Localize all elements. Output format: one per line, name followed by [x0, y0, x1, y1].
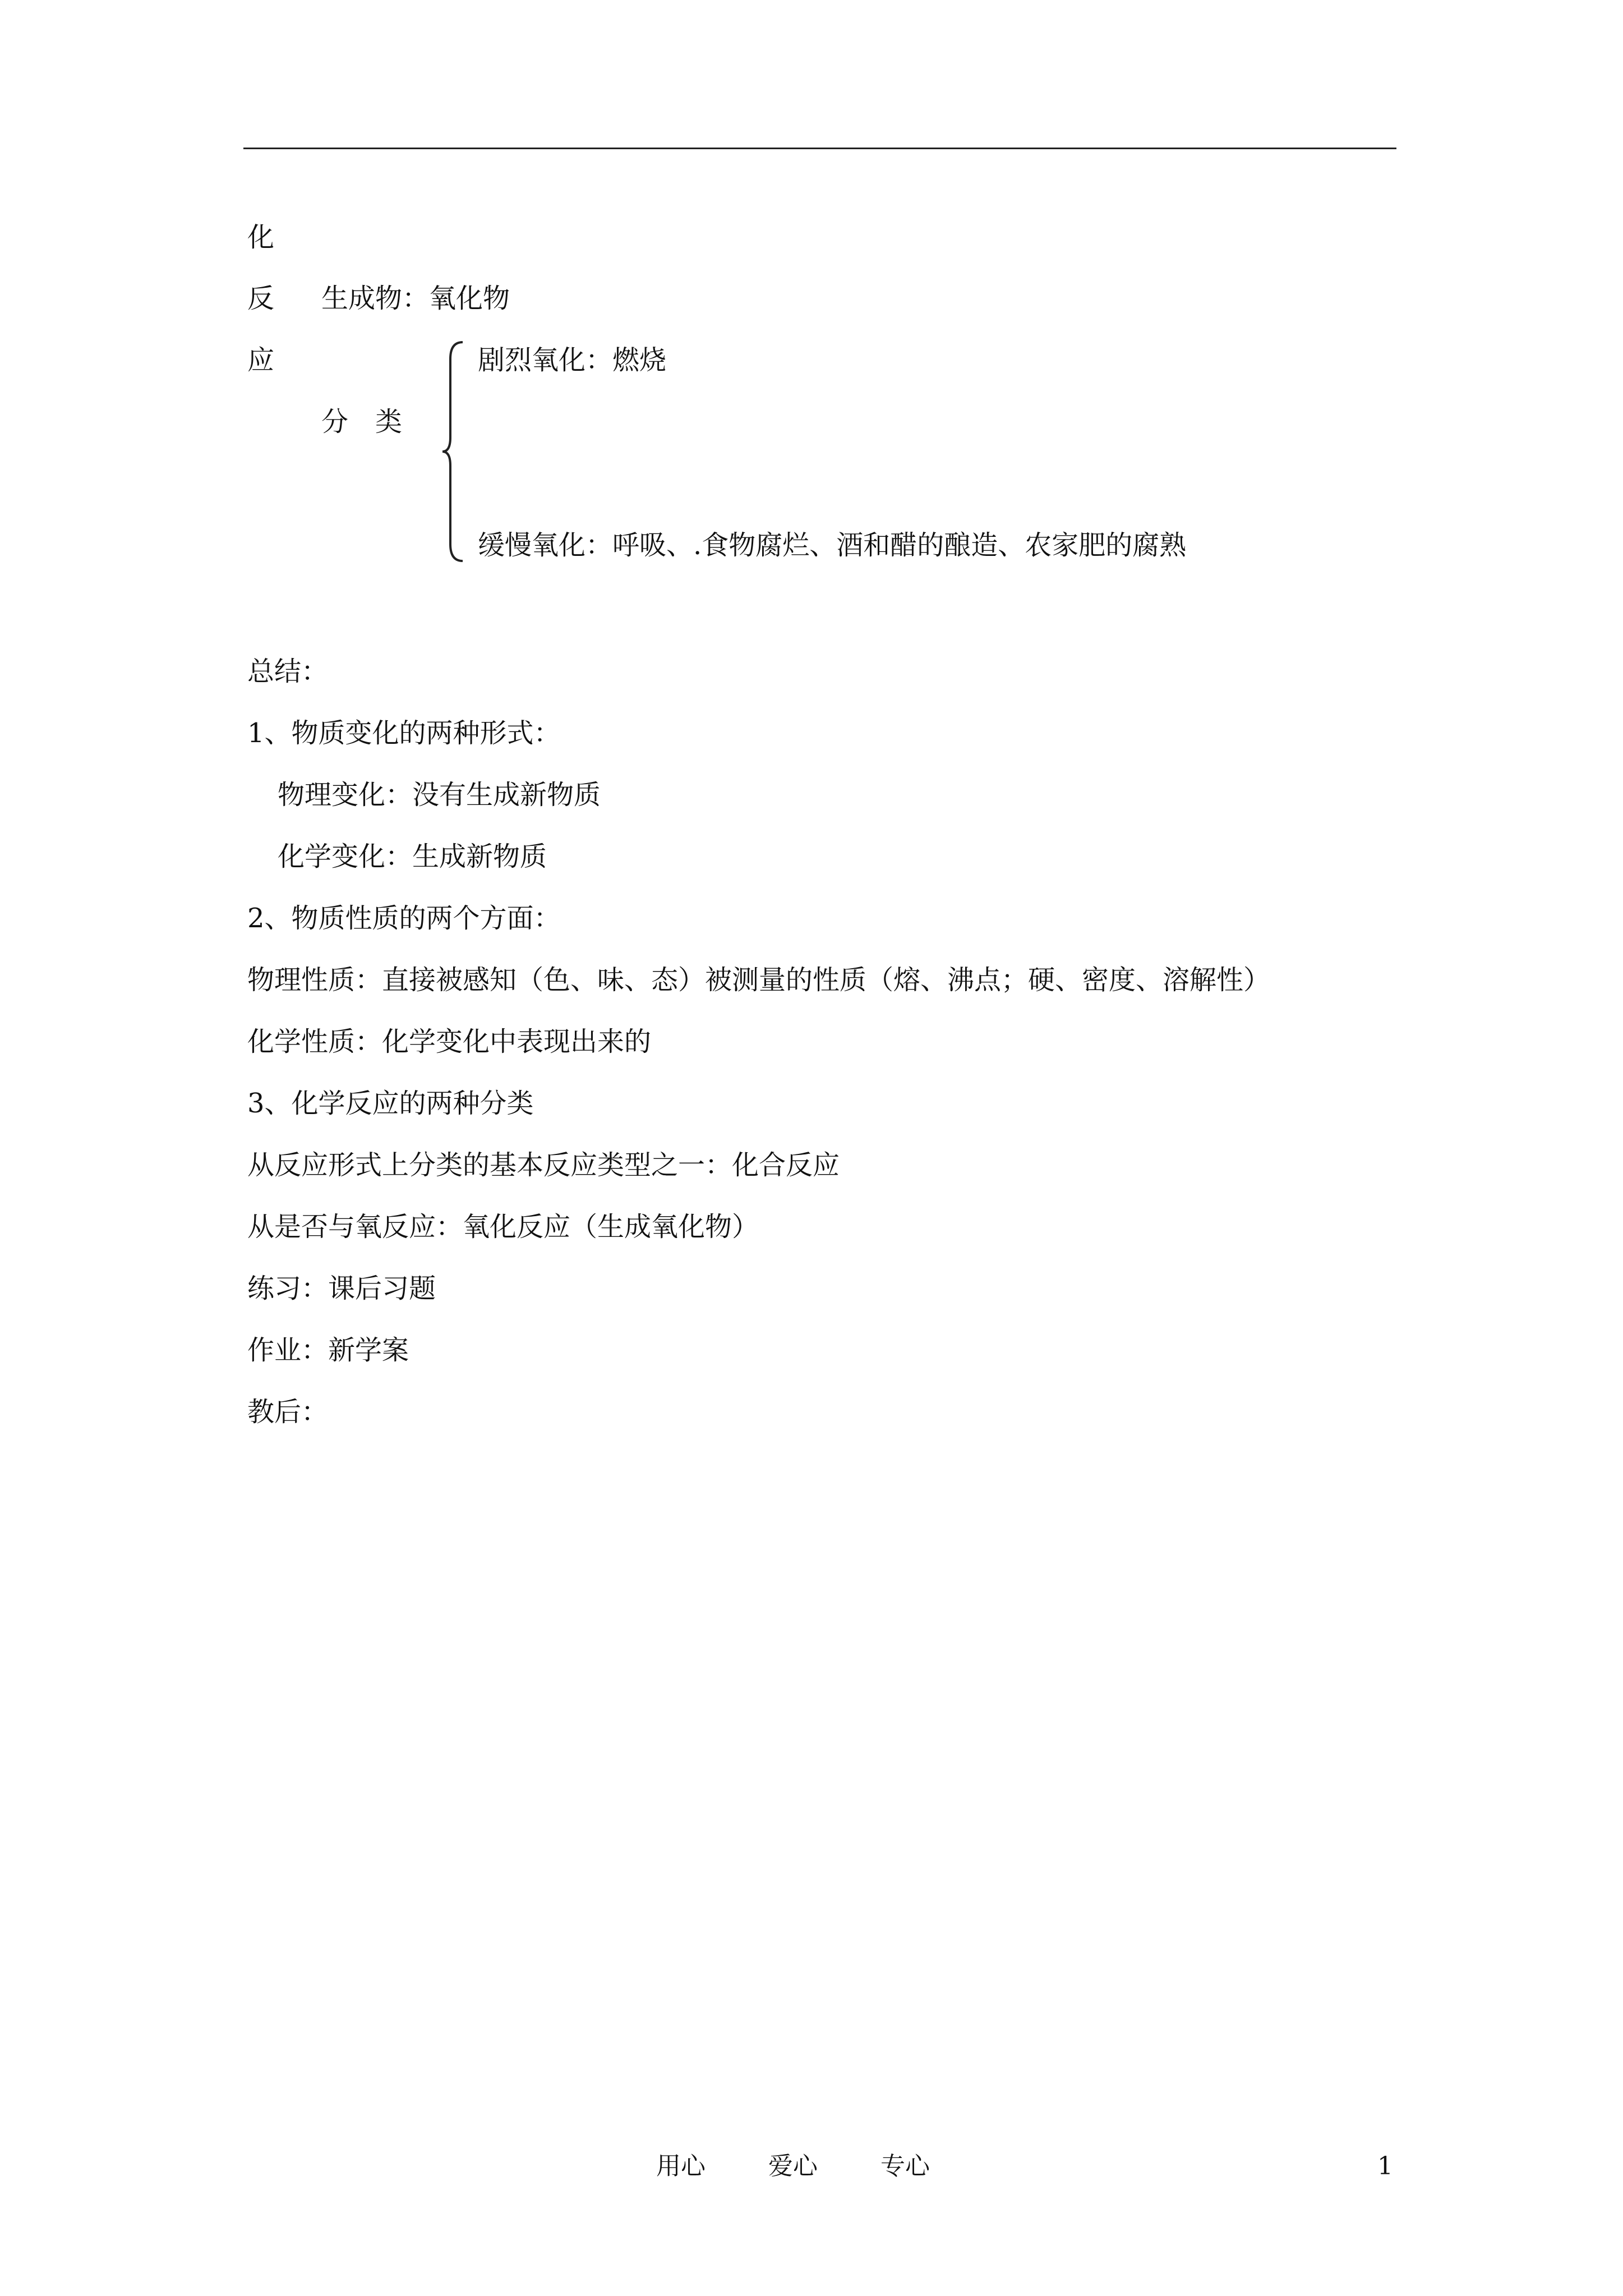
side-char-3: 应: [247, 344, 275, 376]
summary-line: 3、化学反应的两种分类: [247, 1088, 534, 1119]
vigorous-oxidation: 剧烈氧化：燃烧: [478, 344, 667, 376]
summary-line: 教后：: [247, 1396, 329, 1428]
page-number: 1: [1377, 2152, 1393, 2180]
summary-line: 从是否与氧反应：氧化反应（生成氧化物）: [247, 1211, 759, 1243]
summary-line: 从反应形式上分类的基本反应类型之一：化合反应: [247, 1149, 840, 1181]
summary-line: 作业：新学案: [247, 1335, 409, 1366]
summary-line: 1、物质变化的两种形式：: [247, 717, 561, 749]
header-rule: [243, 148, 1396, 149]
curly-brace: [440, 337, 468, 567]
slow-oxidation: 缓慢氧化：呼吸、.食物腐烂、酒和醋的酿造、农家肥的腐熟: [478, 530, 1187, 561]
summary-line: 2、物质性质的两个方面：: [247, 903, 561, 934]
summary-line: 化学性质：化学变化中表现出来的: [247, 1026, 652, 1057]
footer-motto-2: 爱心: [768, 2152, 818, 2180]
product-line: 生成物：氧化物: [321, 283, 510, 314]
side-char-2: 反: [247, 283, 275, 314]
summary-line: 练习：课后习题: [247, 1273, 436, 1304]
summary-line: 物理性质：直接被感知（色、味、态）被测量的性质（熔、沸点；硬、密度、溶解性）: [247, 964, 1271, 996]
summary-heading: 总结：: [247, 656, 329, 687]
side-char-1: 化: [247, 222, 275, 253]
summary-line: 物理变化：没有生成新物质: [278, 779, 601, 811]
summary-line: 化学变化：生成新物质: [278, 841, 547, 872]
footer-motto-1: 用心: [656, 2152, 706, 2180]
classify-label: 分 类: [321, 406, 403, 438]
footer-motto-3: 专心: [880, 2152, 930, 2180]
